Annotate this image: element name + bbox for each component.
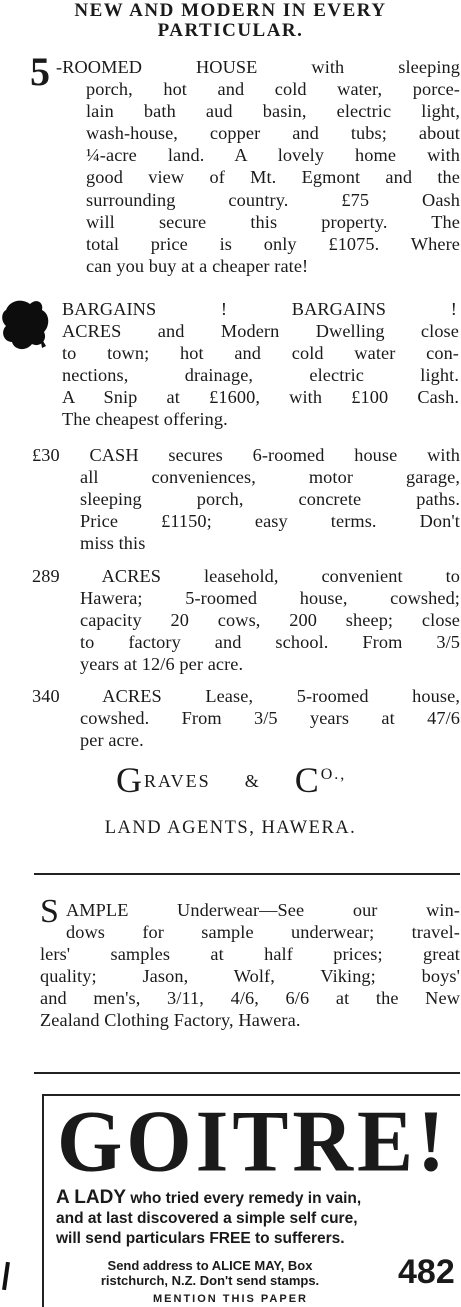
agent-initial-c: C [294,760,321,800]
goitre-line: and at last discovered a simple self cure, [56,1210,358,1227]
goitre-line-text: who tried every remedy in vain, [130,1190,362,1207]
listing-line: The cheapest offering. [62,409,228,430]
listing-line: ACRES and Modern Dwelling close [62,321,459,342]
listing-line: per acre. [80,730,144,751]
headline-line-2: PARTICULAR. [157,20,304,41]
listing-line: lain bath aud basin, electric light, [86,101,460,122]
listing-line: total price is only £1075. Where [86,233,460,254]
listing-line: can you buy at a cheaper rate! [86,255,309,276]
ad-line: dows for sample underwear; travel- [66,922,460,943]
agent-co-rest: O., [320,766,347,783]
goitre-lady: A LADY [56,1187,127,1208]
agent-initial-g: G [116,760,144,800]
listing-bargains [62,298,459,431]
listing-5-roomed-house [30,49,460,277]
listing-line: capacity 20 cows, 200 sheep; close [80,610,460,631]
ad-line: lers' samples at half prices; great [40,944,460,965]
address-line: ristchurch, N.Z. Don't send stamps. [100,1273,320,1288]
listing-line: cowshed. From 3/5 years at 47/6 [80,708,460,729]
goitre-title: GOITRE! [56,1092,450,1191]
goitre-line: will send particulars FREE to sufferers. [56,1230,345,1247]
drop-cap-s: S [40,893,60,930]
column-rule [34,873,460,875]
listing-line: -ROOMED HOUSE with sleeping [56,57,460,77]
column-rule [34,1072,460,1074]
bargains-heading: BARGAINS ! BARGAINS ! [62,299,457,319]
listing-30-cash [32,444,460,554]
listing-line: years at 12/6 per acre. [80,654,244,675]
headline-line-1: NEW AND MODERN IN EVERY [74,0,387,21]
listing-line: A Snip at £1600, with £100 Cash. [62,387,459,408]
goitre-address [30,1258,390,1288]
listing-line: 340 ACRES Lease, 5-roomed house, [32,686,460,706]
goitre-body [56,1188,452,1249]
goitre-line [56,1188,452,1209]
listing-line: sleeping porch, concrete paths. [80,489,460,510]
listing-line: miss this [80,533,146,554]
ad-line: AMPLE Underwear—See our win- [66,900,460,920]
listing-line: to factory and school. From 3/5 [80,632,460,653]
listing-line: surrounding country. £75 Oash [86,189,460,210]
listing-line: Hawera; 5-roomed house, cowshed; [80,588,460,609]
ad-line: Zealand Clothing Factory, Hawera. [40,1010,301,1031]
ink-blot-icon [0,296,52,352]
sample-underwear-ad [40,893,460,1032]
listing-line: 289 ACRES leasehold, convenient to [32,566,460,586]
print-mark [2,1262,10,1290]
agent-name-rest: RAVES [144,771,211,791]
listing-line: ¼-acre land. A lovely home with [86,145,460,166]
listing-line: will secure this property. The [86,211,460,232]
drop-cap-5: 5 [30,49,51,94]
listing-line: good view of Mt. Egmont and the [86,167,460,188]
address-line: Send address to ALICE MAY, Box [107,1258,313,1273]
ad-number: 482 [398,1253,455,1291]
agent-name [116,762,346,802]
listing-289-acres [32,565,460,675]
listing-line: all conveniences, motor garage, [80,467,460,488]
listing-line: £30 CASH secures 6-roomed house with [32,445,460,465]
listing-line: nections, drainage, electric light. [62,365,459,386]
listing-line: to town; hot and cold water con- [62,343,459,364]
listing-340-acres [32,685,460,751]
listing-line: wash-house, copper and tubs; about [86,123,460,144]
ad-line: quality; Jason, Wolf, Viking; boys' [40,966,460,987]
listing-line: porch, hot and cold water, porce- [86,79,460,100]
agent-ampersand: & [244,771,261,791]
listing-line: Price £1150; easy terms. Don't [80,511,460,532]
ad-line: and men's, 3/11, 4/6, 6/6 at the New [40,988,460,1009]
mention-line: MENTION THIS PAPER [153,1293,308,1305]
agent-tagline: LAND AGENTS, HAWERA. [104,818,357,838]
